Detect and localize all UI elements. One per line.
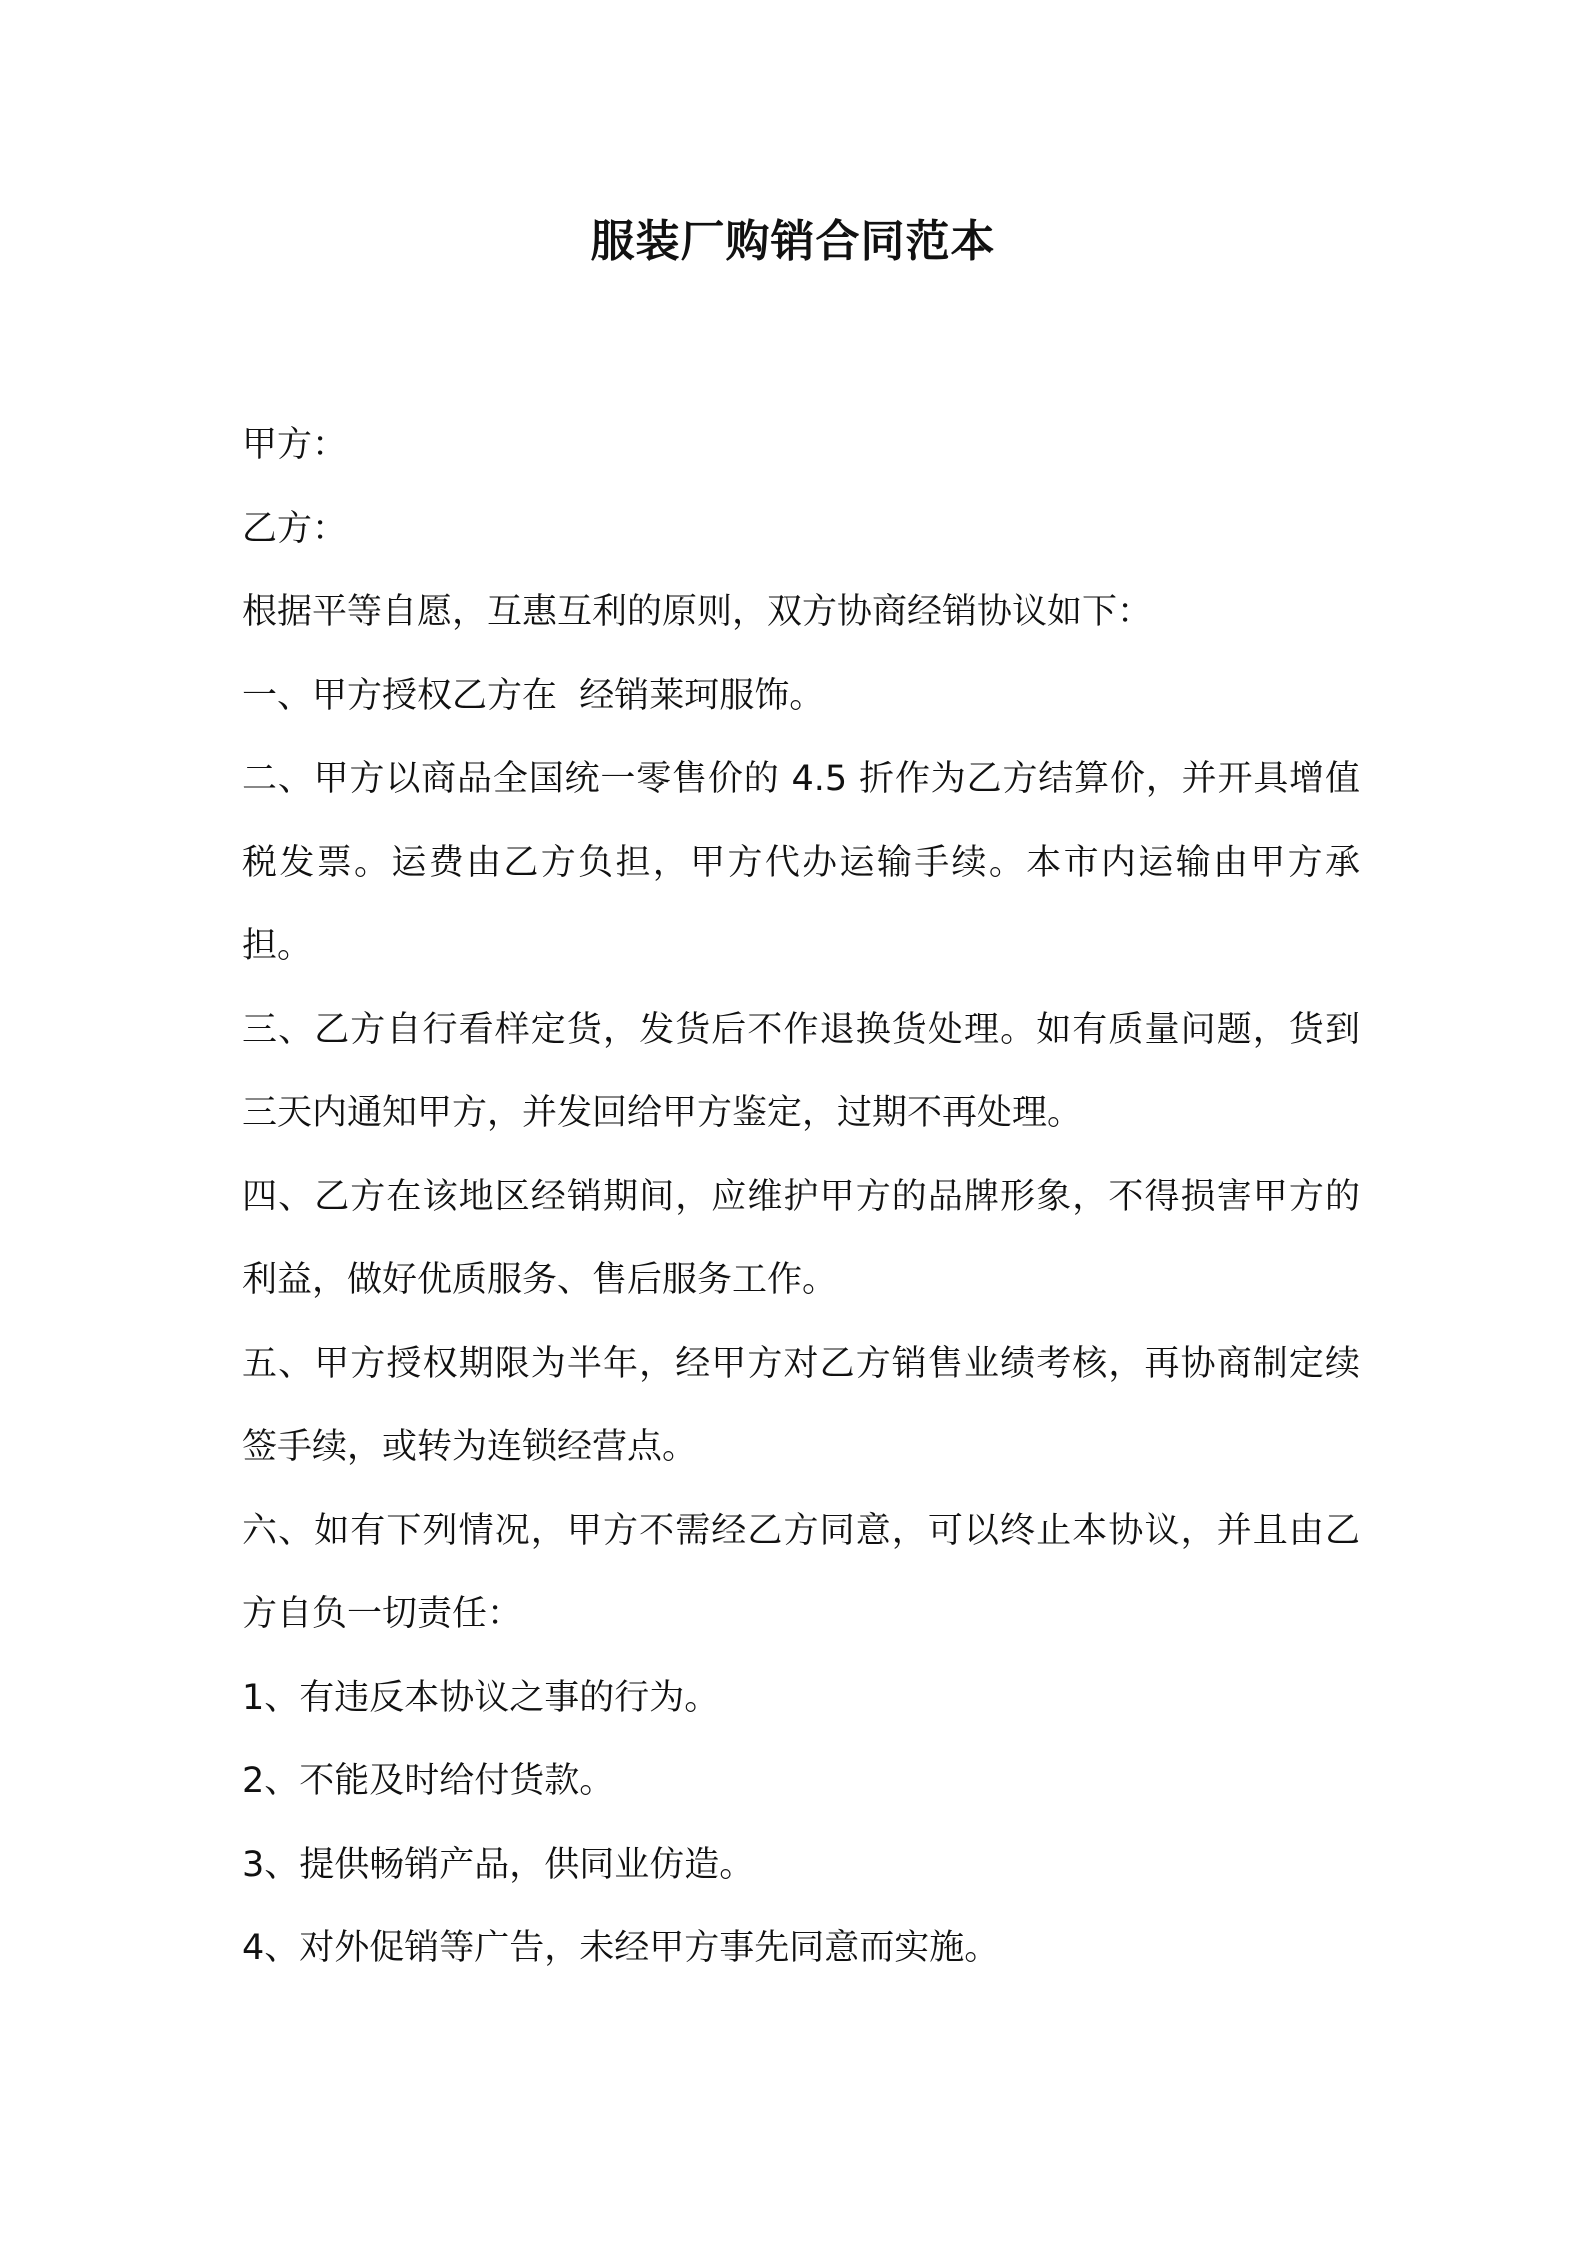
clause-1: 一、甲方授权乙方在 经销莱珂服饰。 xyxy=(242,675,825,716)
clause-6: 六、如有下列情况，甲方不需经乙方同意，可以终止本协议，并且由乙方自负一切责任： xyxy=(242,1510,1360,1634)
clause-3: 三、乙方自行看样定货，发货后不作退换货处理。如有质量问题，货到三天内通知甲方，并发回给甲方鉴定，过期不再处理。 xyxy=(242,1009,1360,1133)
list-item: 4、对外促销等广告，未经甲方事先同意而实施。 xyxy=(242,1928,1000,1968)
list-item: 2、不能及时给付货款。 xyxy=(242,1761,615,1801)
document-title: 服装厂购销合同范本 xyxy=(590,216,996,267)
document-body xyxy=(242,404,1360,1991)
list-item: 3、提供畅销产品，供同业仿造。 xyxy=(242,1844,755,1885)
clause-2: 二、甲方以商品全国统一零售价的 4.5 折作为乙方结算价，并开具增值税发票。运费由乙方负担，甲方代办运输手续。本市内运输由甲方承担。 xyxy=(242,759,1360,966)
clause-4: 四、乙方在该地区经销期间，应维护甲方的品牌形象，不得损害甲方的利益，做好优质服务、售后服务工作。 xyxy=(242,1176,1360,1300)
party-a-line: 甲方： xyxy=(242,425,348,465)
clause-5: 五、甲方授权期限为半年，经甲方对乙方销售业绩考核，再协商制定续签手续，或转为连锁经营点。 xyxy=(242,1343,1360,1467)
party-b-line: 乙方： xyxy=(242,508,348,549)
list-item: 1、有违反本协议之事的行为。 xyxy=(242,1677,720,1718)
preamble: 根据平等自愿，互惠互利的原则，双方协商经销协议如下： xyxy=(242,592,1153,632)
